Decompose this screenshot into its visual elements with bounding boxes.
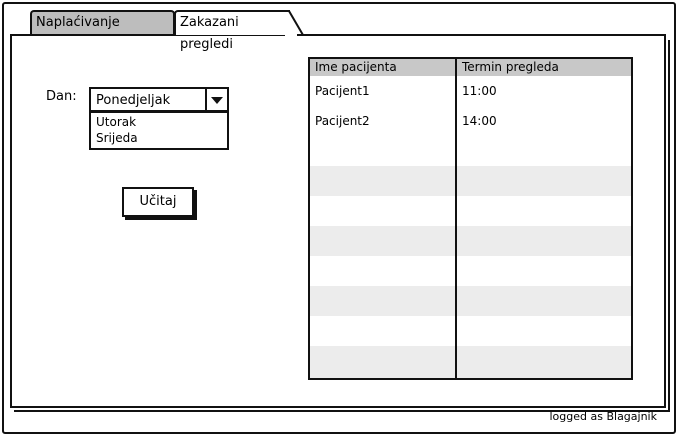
table-row[interactable]: [310, 106, 631, 136]
column-header-patient: Ime pacijenta: [310, 59, 455, 76]
table-row-empty: [310, 196, 631, 226]
table-row-empty: [310, 286, 631, 316]
table-row[interactable]: [310, 76, 631, 106]
tab-scheduled[interactable]: Zakazani pregledi: [174, 10, 290, 35]
appointment-time: 11:00: [462, 84, 497, 98]
patient-name: Pacijent1: [315, 84, 370, 98]
tab-billing[interactable]: Naplaćivanje: [30, 10, 175, 35]
day-select-value: Ponedjeljak: [96, 93, 171, 108]
table-row-empty: [310, 226, 631, 256]
patient-name: Pacijent2: [315, 114, 370, 128]
table-row-empty: [310, 136, 631, 166]
day-select[interactable]: [89, 87, 229, 112]
day-option-utorak[interactable]: Utorak: [96, 115, 137, 129]
column-header-time: Termin pregleda: [457, 59, 631, 76]
appointments-table: [308, 57, 633, 380]
column-divider: [455, 59, 457, 378]
table-row-empty: [310, 166, 631, 196]
tab-scheduled-edge: [285, 10, 305, 37]
table-row-empty: [310, 256, 631, 286]
user-status: logged as Blagajnik: [549, 410, 657, 423]
chevron-down-icon[interactable]: [205, 89, 227, 110]
table-row-empty: [310, 346, 631, 378]
appointment-time: 14:00: [462, 114, 497, 128]
table-row-empty: [310, 316, 631, 346]
load-button[interactable]: Učitaj: [122, 187, 194, 217]
day-option-srijeda[interactable]: Srijeda: [96, 131, 138, 145]
day-label: Dan:: [46, 89, 77, 104]
day-dropdown-list: [89, 112, 229, 150]
